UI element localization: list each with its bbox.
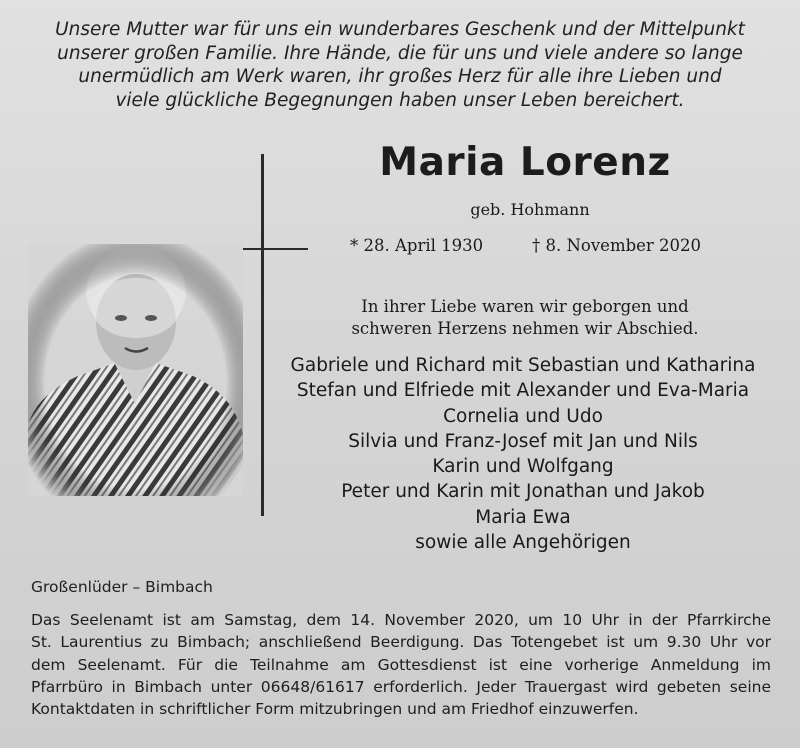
- intro-text: [40, 18, 760, 112]
- mourner-line: Maria Ewa: [475, 506, 571, 528]
- mourner-line: Cornelia und Udo: [443, 405, 603, 427]
- intro-line: unermüdlich am Werk waren, ihr großes Herz für alle ihre Lieben und: [78, 66, 722, 87]
- service-notice: [31, 609, 771, 720]
- notice-line: Das Seelenamt ist am Samstag, dem 14. November 2020, um 10 Uhr in der Pfarrkirche: [31, 611, 771, 629]
- location: Großenlüder – Bimbach: [31, 578, 213, 596]
- farewell-line: In ihrer Liebe waren wir geborgen und: [361, 297, 689, 316]
- intro-line: unserer großen Familie. Ihre Hände, die für uns und viele andere so lange: [57, 42, 743, 64]
- notice-line: Pfarrbüro in Bimbach unter 06648/61617 erforderlich. Jeder Trauergast wird gebeten seine: [31, 677, 771, 696]
- mourners-list: [268, 353, 778, 555]
- mourner-line: Silvia und Franz-Josef mit Jan und Nils: [348, 430, 698, 452]
- farewell-line: schweren Herzens nehmen wir Abschied.: [351, 319, 699, 338]
- notice-line: St. Laurentius zu Bimbach; anschließend Beerdigung. Das Totengebet ist um 9.30 Uhr vor: [31, 633, 771, 652]
- mourner-line: Peter und Karin mit Jonathan und Jakob: [341, 481, 705, 503]
- intro-line: Unsere Mutter war für uns ein wunderbares Geschenk und der Mittelpunkt: [55, 19, 745, 40]
- notice-line: Kontaktdaten in schriftlicher Form mitzubringen und am Friedhof einzuwerfen.: [31, 700, 639, 719]
- deceased-name: Maria Lorenz: [379, 140, 671, 185]
- birth-name: geb. Hohmann: [470, 200, 590, 219]
- mourner-line: Stefan und Elfriede mit Alexander und Eva-Maria: [296, 380, 750, 402]
- cross-icon: [261, 154, 264, 516]
- portrait-photo: [28, 244, 243, 496]
- intro-line: viele glückliche Begegnungen haben unser Leben bereichert.: [115, 89, 685, 111]
- farewell-text: [300, 296, 750, 340]
- notice-line: dem Seelenamt. Für die Teilnahme am Gottesdienst ist eine vorherige Anmeldung im: [31, 655, 771, 674]
- death-date: † 8. November 2020: [532, 236, 702, 255]
- mourner-line: Gabriele und Richard mit Sebastian und Katharina: [290, 355, 756, 376]
- mourner-line: Karin und Wolfgang: [432, 456, 614, 478]
- mourner-line: sowie alle Angehörigen: [415, 532, 631, 554]
- birth-date: * 28. April 1930: [350, 236, 484, 255]
